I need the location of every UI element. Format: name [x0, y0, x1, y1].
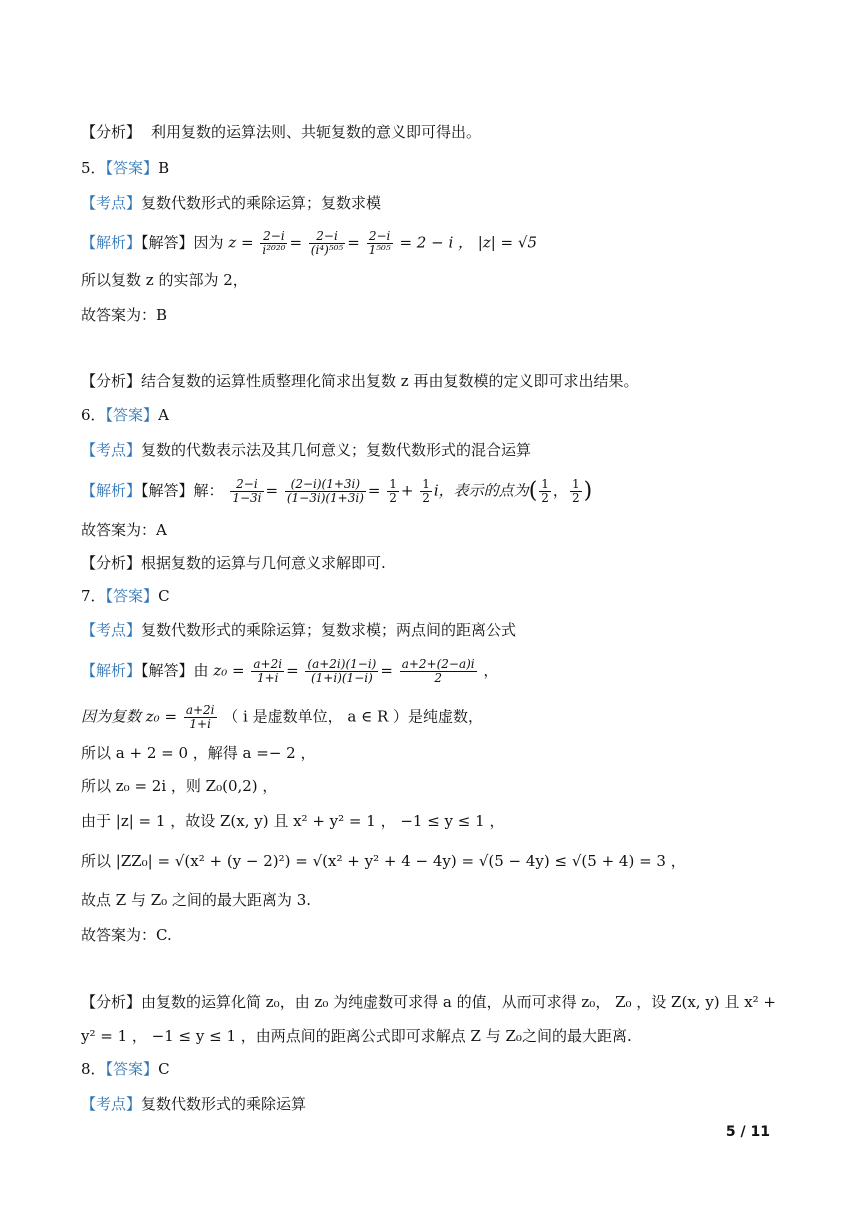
analysis-text: 由复数的运算化简 z₀，由 z₀ 为纯虚数可求得 a 的值，从而可求得 z₀， Z₀ ，设 Z(x, y) 且 x² + [141, 993, 776, 1011]
answer-value: C [158, 1060, 170, 1078]
q7-line6: 所以 |ZZ₀| = √(x² + (y − 2)²) = √(x² + y² + 4 − 4y) = √(5 − 4y) ≤ √(5 + 4) = 3 ， [81, 852, 686, 870]
fraction: $\frac{1}{2}$ [571, 477, 580, 505]
from-text: 由 [193, 661, 209, 680]
solve-prefix: 解： [193, 481, 224, 500]
fraction: $\frac{a+2i}{1+i}$ [253, 657, 283, 685]
fraction: $\frac{(a+2i)(1-i)}{(1+i)(1-i)}$ [307, 657, 377, 685]
q5-explain-line: 【解析】【解答】因为 z = $\frac{2-i}{\text{i²⁰²⁰}}$ = $\frac{2-i}{\text{(i⁴)⁵⁰⁵}}$ = $\frac{2-i}{\text{1⁵⁰⁵}}$ = 2 − i ， |z| = √5 [81, 229, 537, 257]
analysis-tag: 【分析】 [81, 372, 142, 390]
q6-answer-line [81, 405, 169, 425]
point-text: 复数代数形式的乘除运算 [141, 1095, 307, 1113]
analysis-tag: 【分析】 [81, 993, 142, 1011]
text: （ i 是虚数单位， a ∈ R ）是纯虚数， [223, 707, 484, 726]
fraction: $\frac{2-i}{\text{(i⁴)⁵⁰⁵}}$ [310, 229, 344, 257]
q8-answer-line [81, 1059, 170, 1079]
q7-line3: 所以 a + 2 = 0 ，解得 a =− 2 ， [81, 744, 316, 762]
q7-point-line [81, 620, 516, 640]
answer-tag: 【答案】 [105, 587, 159, 605]
answer-value: A [158, 406, 169, 424]
analysis-text: 根据复数的运算与几何意义求解即可. [141, 554, 386, 572]
solve-tag: 【解答】 [141, 481, 194, 500]
solve-tag: 【解答】 [141, 661, 194, 680]
fraction: $\frac{2-i}{\text{1⁵⁰⁵}}$ [368, 229, 391, 257]
math-expr: i，表示的点为 [433, 481, 529, 500]
explain-tag: 【解析】 [81, 233, 142, 252]
fraction: $\frac{1}{2}$ [422, 477, 430, 505]
math-expr: z₀ = [213, 661, 245, 680]
fraction: $\frac{2-i}{1-3i}$ [232, 477, 262, 505]
q7-line8: 故答案为：C. [81, 926, 172, 944]
q7-analysis-1 [81, 992, 776, 1012]
math-expr: = 2 − i ， |z| = √5 [399, 233, 537, 252]
analysis-text: 结合复数的运算性质整理化简求出复数 z 再由复数模的定义即可求出结果。 [141, 372, 639, 390]
answer-value: B [158, 159, 170, 177]
q7-line4: 所以 z₀ = 2i ，则 Z₀(0,2) ， [81, 777, 278, 795]
q5-line2: 所以复数 z 的实部为 2， [81, 271, 248, 289]
q8-point-line [81, 1094, 306, 1114]
point-tag: 【考点】 [81, 194, 142, 212]
q7-answer-line [81, 586, 170, 606]
answer-tag: 【答案】 [105, 406, 159, 424]
point-tag: 【考点】 [81, 441, 142, 459]
point-text: 复数代数形式的乘除运算；复数求模 [141, 194, 382, 212]
q5-analysis [81, 371, 638, 391]
page-number: 5 / 11 [725, 1124, 770, 1140]
q5-point-line [81, 193, 381, 213]
point-text: 复数的代数表示法及其几何意义；复数代数形式的混合运算 [141, 441, 532, 459]
analysis-tag: 【分析】 [81, 123, 142, 141]
explain-tag: 【解析】 [81, 481, 142, 500]
q6-point-line [81, 440, 531, 460]
fraction: $\frac{2-i}{\text{i²⁰²⁰}}$ [262, 229, 286, 257]
fraction: $\frac{1}{2}$ [389, 477, 397, 505]
q7-line2 [81, 704, 483, 731]
analysis-text: 利用复数的运算法则、共轭复数的意义即可得出。 [151, 123, 482, 141]
solve-tag: 【解答】 [141, 233, 194, 252]
because-text: 因为 [193, 233, 224, 252]
q7-analysis-2: y² = 1 ， −1 ≤ y ≤ 1 ，由两点间的距离公式即可求解点 Z 与 Z₀之间的最大距离. [81, 1027, 632, 1045]
question-number: 6． [81, 406, 106, 424]
question-number: 8． [81, 1060, 106, 1078]
fraction: $\frac{a+2i}{1+i}$ [185, 703, 215, 731]
q7-line7: 故点 Z 与 Z₀ 之间的最大距离为 3. [81, 891, 312, 909]
answer-value: C [158, 587, 170, 605]
fraction: $\frac{1}{2}$ [541, 477, 549, 505]
q5-line3: 故答案为：B [81, 306, 168, 324]
point-tag: 【考点】 [81, 1095, 142, 1113]
analysis-tag: 【分析】 [81, 554, 142, 572]
answer-tag: 【答案】 [105, 1060, 159, 1078]
answer-tag: 【答案】 [105, 159, 159, 177]
q6-analysis [81, 553, 386, 573]
q4-analysis [81, 122, 481, 142]
question-number: 7． [81, 587, 106, 605]
fraction: $\frac{(2-i)(1+3i)}{(1-3i)(1+3i)}$ [286, 477, 364, 505]
explain-tag: 【解析】 [81, 661, 142, 680]
q7-line5: 由于 |z| = 1 ，故设 Z(x, y) 且 x² + y² = 1 ， −1 ≤ y ≤ 1 ， [81, 812, 505, 830]
fraction: $\frac{a+2+(2-a)i}{2}$ [401, 657, 475, 685]
math-expr: z = [228, 233, 254, 252]
q7-explain-line: 【解析】【解答】由 z₀ = $\frac{a+2i}{1+i}$ = $\frac{(a+2i)(1-i)}{(1+i)(1-i)}$ = $\frac{a+2+(2-a)i}{2}$ ， [81, 657, 499, 685]
math-expr: 因为复数 z₀ = [81, 707, 178, 726]
q6-explain-line: 【解析】【解答】解： $\frac{2-i}{1-3i}$ = $\frac{(2-i)(1+3i)}{(1-3i)(1+3i)}$ = $\frac{1}{2}$ + $\frac{1}{2}$ i，表示的点为( $\frac{1}{2}$ ， $\frac{1}{2}$ ) [81, 477, 593, 505]
q6-line2: 故答案为：A [81, 521, 167, 539]
q5-answer-line [81, 158, 169, 178]
question-number: 5． [81, 159, 106, 177]
point-text: 复数代数形式的乘除运算；复数求模；两点间的距离公式 [141, 621, 517, 639]
point-tag: 【考点】 [81, 621, 142, 639]
